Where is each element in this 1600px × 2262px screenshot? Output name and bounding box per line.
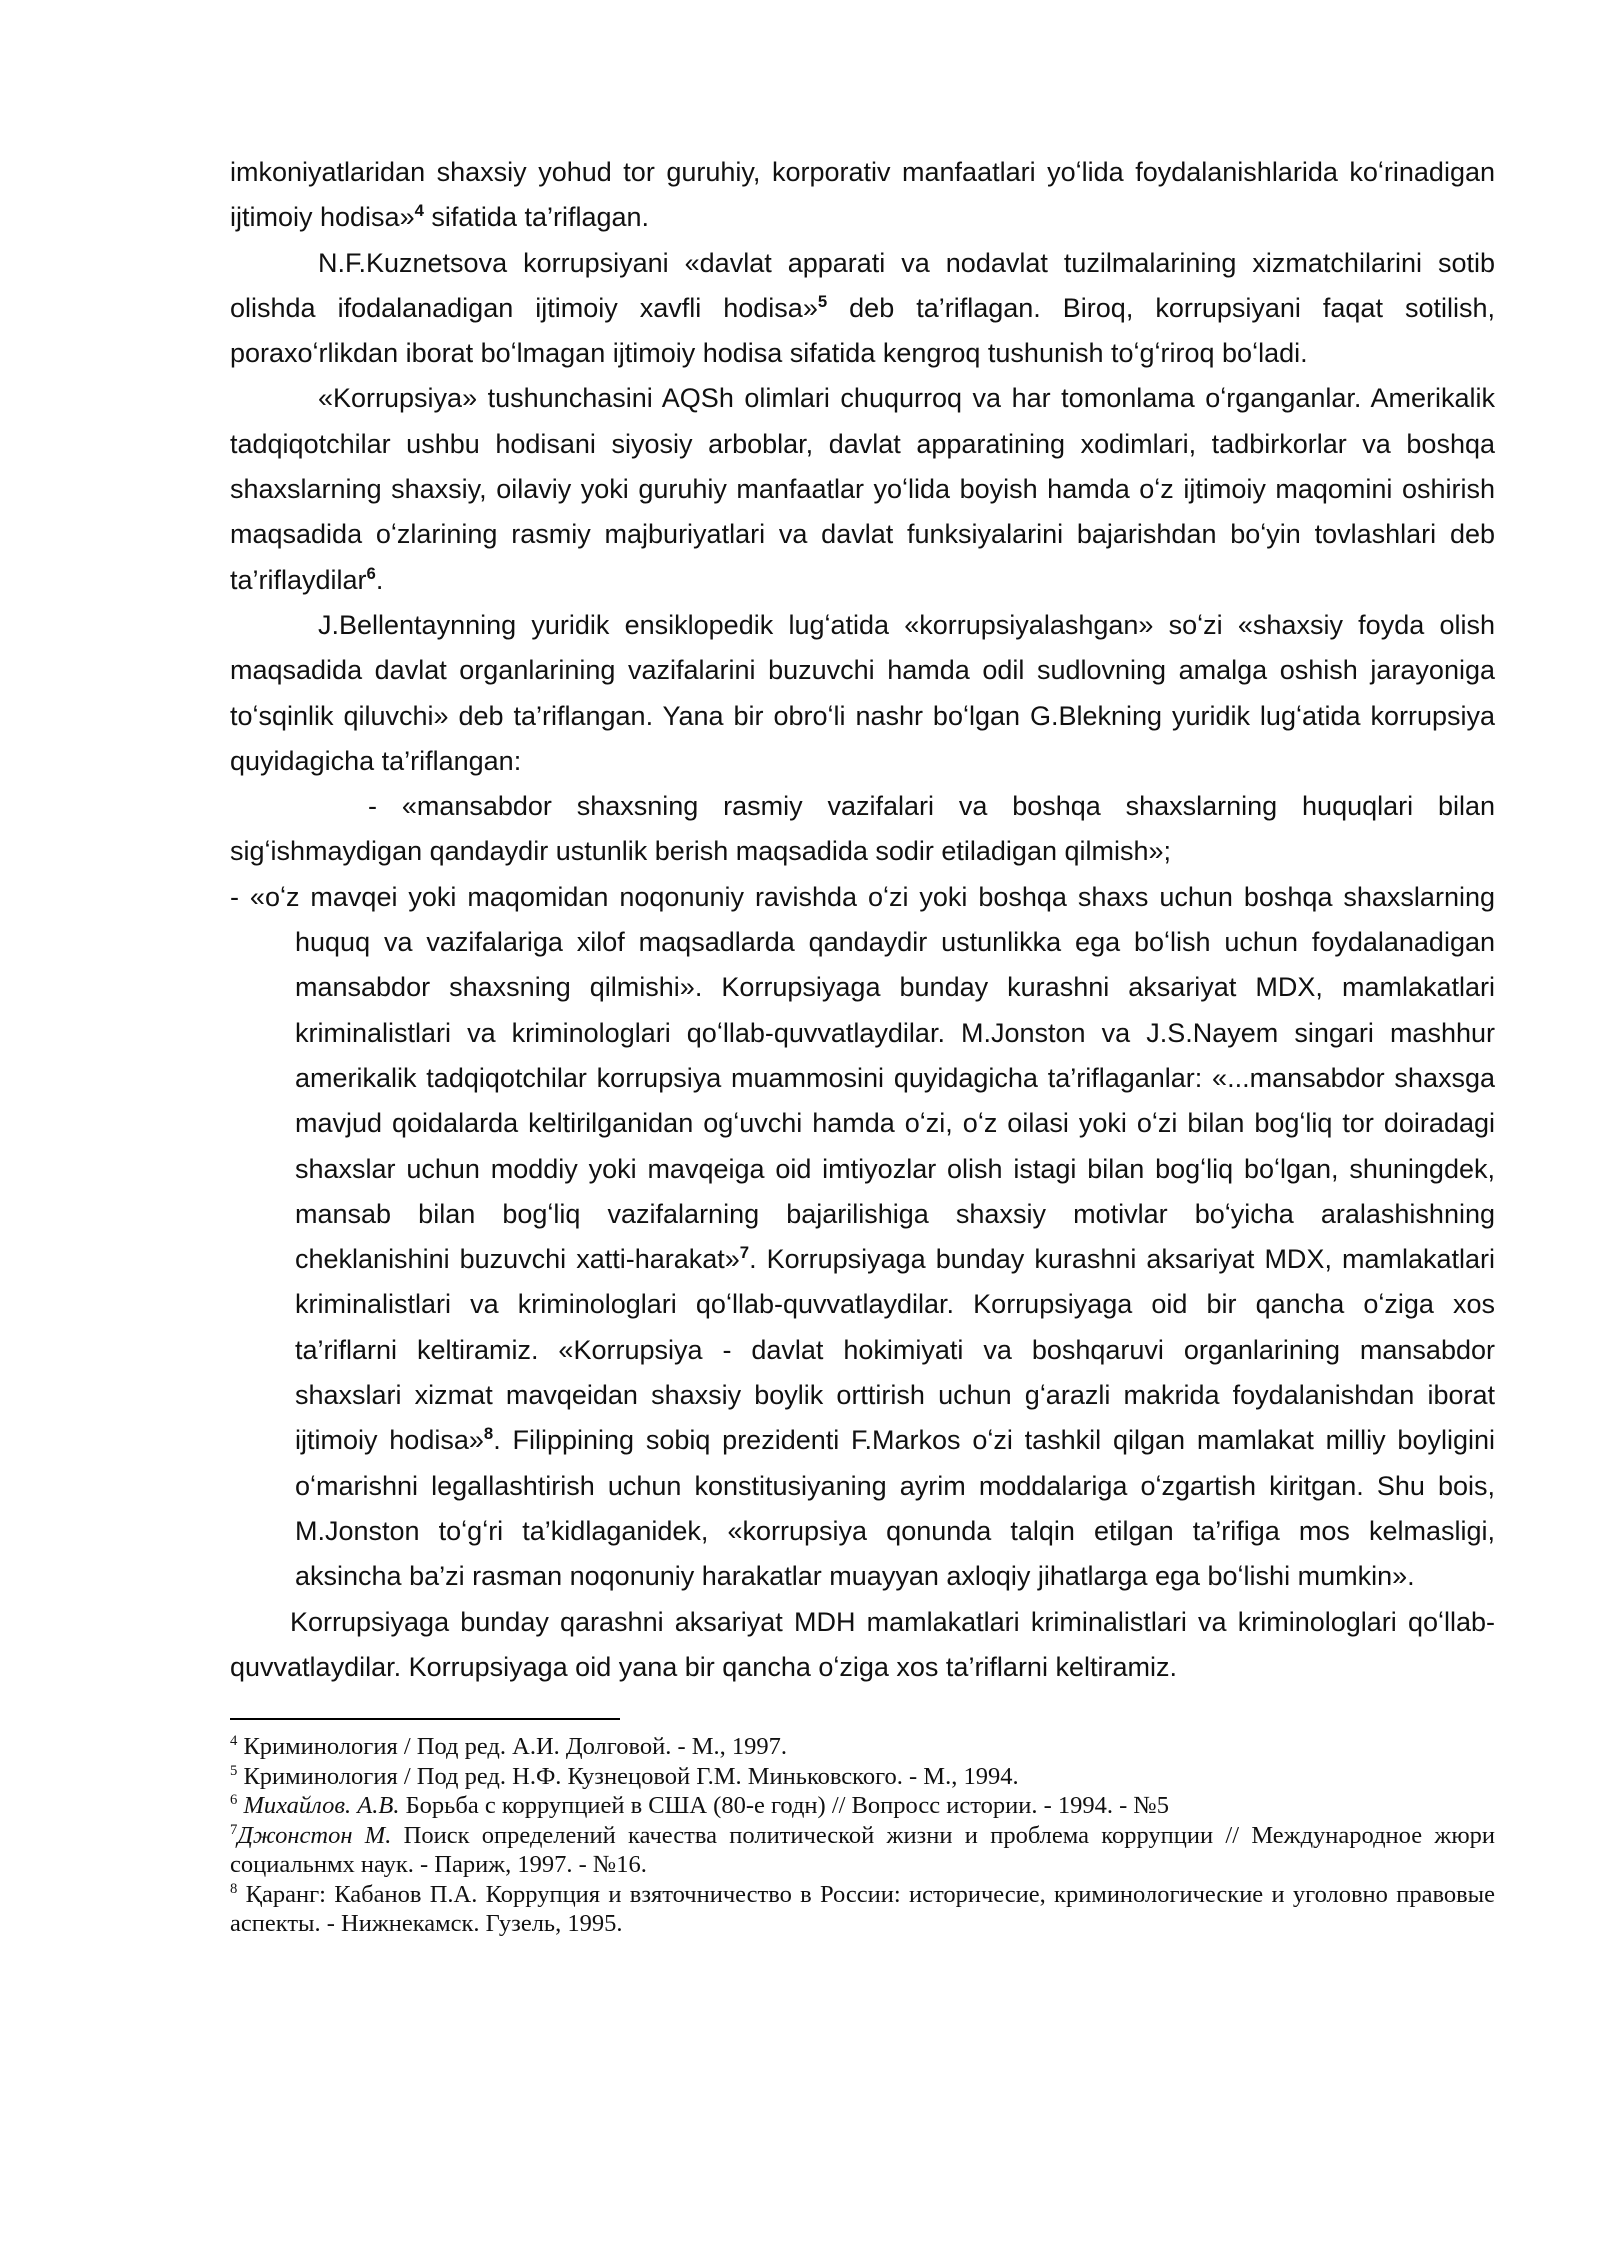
footnote-ref-6[interactable]: 6 xyxy=(366,563,376,583)
footnote-5: $^5$ Криминология / Под ред. Н.Ф. Кузнецовой Г.М. Миньковского. - М., 1994. xyxy=(230,1762,1019,1790)
footnote-ref-4[interactable]: 4 xyxy=(414,201,424,221)
paragraph-1: imkoniyatlaridan shaxsiy yohud tor guruhiy, korporativ manfaatlari yoʻlida foydalanishlarida koʻrinadigan ijtimoiy hodisa»$^4$ sifatida ta’riflagan. xyxy=(230,157,1495,233)
definition-item-1: - «mansabdor shaxsning rasmiy vazifalari va boshqa shaxslarning huquqlari bilan sigʻishmaydigan qandaydir ustunlik berish maqsadida sodir etiladigan qilmish»; xyxy=(230,791,1495,867)
body-text xyxy=(230,150,1495,1690)
footnote-6: $^6$ Михайлов. А.В. Борьба с коррупцией в США (80-е годн) // Вопросс истории. - 1994. - №5 xyxy=(230,1791,1170,1820)
footnote-ref-8[interactable]: 8 xyxy=(483,1424,494,1444)
document-page xyxy=(230,150,1495,1939)
footnote-ref-7[interactable]: 7 xyxy=(739,1243,750,1263)
footnote-8: $^8$ Қаранг: Кабанов П.А. Коррупция и взяточничество в России: историчесие, криминологические и уголовно правовые аспекты. - Нижнекамск. Гузель, 1995. xyxy=(230,1880,1496,1938)
definition-item-2: - «oʻz mavqei yoki maqomidan noqonuniy ravishda oʻzi yoki boshqa shaxs uchun boshqa shaxslarning huquq va vazifalariga xilof maqsadlarda qandaydir ustunlikka ega boʻlish uchun foydalanadigan mansabdor shaxsning qilmishi». Korrupsiyaga bunday kurashni aksariyat MDX, mamlakatlari kriminalistlari va kriminologlari qoʻllab-quvvatlaydilar. M.Jonston va J.S.Nayem singari mashhur amerikalik tadqiqotchilar korrupsiya muammosini quyidagicha ta’riflaganlar: «...mansabdor shaxsga mavjud qoidalarda keltirilganidan ogʻuvchi hamda oʻzi, oʻz oilasi yoki oʻzi bilan bogʻliq tor doiradagi shaxslar uchun moddiy yoki mavqeiga oid imtiyozlar olish istagi bilan bogʻliq boʻlgan, shuningdek, mansab bilan bogʻliq vazifalarning bajarilishiga shaxsiy motivlar boʻyicha aralashishning cheklanishini buzuvchi xatti-harakat»$^7$. Korrupsiyaga bunday kurashni aksariyat MDX, mamlakatlari kriminalistlari va kriminologlari qoʻllab-quvvatlaydilar. Korrupsiyaga oid bir qancha oʻziga xos ta’riflarni keltiramiz. «Korrupsiya - davlat hokimiyati va boshqaruvi organlarining mansabdor shaxslari xizmat mavqeidan shaxsiy boylik orttirish uchun gʻarazli makrida foydalanishdan iborat ijtimoiy hodisa»$^8$. Filippining sobiq prezidenti F.Markos oʻzi tashkil qilgan mamlakat milliy boyligini oʻmarishni legallashtirish uchun konstitusiyaning ayrim moddalariga oʻzgartish kiritgan. Shu bois, M.Jonston toʻgʻri ta’kidlaganidek, «korrupsiya qonunda talqin etilgan ta’rifiga mos kelmasligi, aksincha ba’zi rasman noqonuniy harakatlar muayyan axloqiy jihatlarga ega boʻlishi mumkin». xyxy=(230,881,1495,1592)
footnote-7: $^7$Джонстон М. Поиск определений качества политической жизни и проблема коррупции // Международное жюри социальнмх наук. - Париж, 1997. - №16. xyxy=(230,1821,1495,1879)
paragraph-7: Korrupsiyaga bunday qarashni aksariyat MDH mamlakatlari kriminalistlari va kriminologlari qoʻllab-quvvatlaydilar. Korrupsiyaga oid yana bir qancha oʻziga xos ta’riflarni keltiramiz. xyxy=(230,1606,1495,1682)
footnotes xyxy=(230,1732,1495,1939)
paragraph-2: N.F.Kuznetsova korrupsiyani «davlat apparati va nodavlat tuzilmalarining xizmatchilarini sotib olishda ifodalanadigan ijtimoiy xavfli hodisa»$^5$ deb ta’riflagan. Biroq, korrupsiyani faqat sotilish, poraxoʻrlikdan iborat boʻlmagan ijtimoiy hodisa sifatida kengroq tushunish toʻgʻriroq boʻladi. xyxy=(230,247,1495,369)
footnote-4: $^4$ Криминология / Под ред. А.И. Долговой. - М., 1997. xyxy=(230,1732,788,1761)
paragraph-3: «Korrupsiya» tushunchasini AQSh olimlari chuqurroq va har tomonlama oʻrganganlar. Amerikalik tadqiqotchilar ushbu hodisani siyosiy arboblar, davlat apparatining xodimlari, tadbirkorlar va boshqa shaxslarning shaxsiy, oilaviy yoki guruhiy manfaatlar yoʻlida boyish hamda oʻz ijtimoiy maqomini oshirish maqsadida oʻzlarining rasmiy majburiyatlari va davlat funksiyalarini bajarishdan boʻyin tovlashlari deb ta’riflaydilar$^6$. xyxy=(230,383,1495,595)
footnote-separator xyxy=(230,1718,620,1720)
footnote-ref-5[interactable]: 5 xyxy=(817,291,828,311)
paragraph-4: J.Bellentaynning yuridik ensiklopedik lugʻatida «korrupsiyalashgan» soʻzi «shaxsiy foyda olish maqsadida davlat organlarining vazifalarini buzuvchi hamda odil sudlovning amalga oshish jarayoniga toʻsqinlik qiluvchi» deb ta’riflangan. Yana bir obroʻli nashr boʻlgan G.Blekning yuridik lugʻatida korrupsiya quyidagicha ta’riflangan: xyxy=(230,609,1495,776)
